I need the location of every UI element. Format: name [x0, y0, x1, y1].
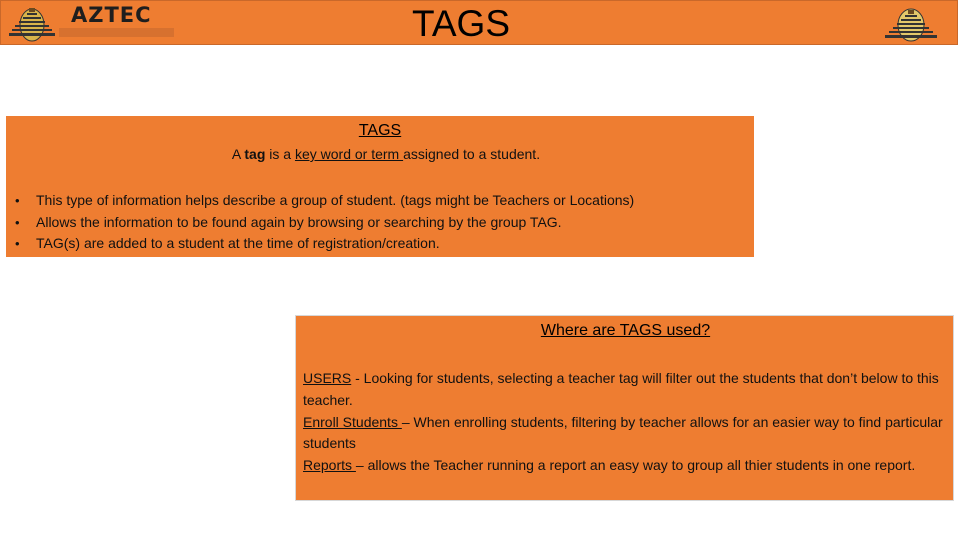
tag-definition-box — [6, 116, 754, 257]
bullet-icon: • — [15, 236, 20, 251]
usage-term-enroll: Enroll Students — [303, 413, 402, 430]
aztec-pyramid-logo-icon — [885, 6, 937, 44]
definition-bold-term: tag — [244, 146, 266, 162]
page-title: TAGS — [412, 3, 510, 44]
usage-term-reports: Reports — [303, 457, 356, 474]
list-item — [15, 212, 634, 234]
definition-suffix: assigned to a student. — [403, 146, 541, 162]
tag-bullet-list — [15, 190, 634, 255]
list-item — [15, 190, 634, 212]
bullet-text: This type of information helps describe a group of student. (tags might be Teachers or Locations) — [36, 192, 635, 208]
tag-usage-box — [295, 315, 954, 501]
usage-body — [303, 368, 953, 477]
usage-desc-users: - Looking for students, selecting a teacher tag will filter out the students that don’t below to this teacher. — [303, 370, 939, 408]
usage-desc-enroll: – When enrolling students, filtering by teacher allows for an easier way to find particular students — [303, 413, 943, 452]
brand-name: AZTEC — [71, 3, 152, 27]
bullet-icon: • — [15, 214, 20, 230]
usage-term-users: USERS — [303, 370, 352, 386]
definition-text — [6, 146, 766, 162]
definition-underlined-phrase: key word or term — [294, 146, 404, 162]
header-bar — [0, 0, 958, 45]
bullet-icon: • — [15, 193, 20, 208]
usage-desc-reports: – allows the Teacher running a report an easy way to group all thier students in one report. — [355, 457, 916, 474]
definition-middle: is a — [265, 146, 295, 162]
bullet-text: Allows the information to be found again by browsing or searching by the group TAG. — [36, 213, 562, 230]
definition-prefix: A — [231, 146, 245, 162]
definition-title: TAGS — [358, 122, 402, 139]
bullet-text: TAG(s) are added to a student at the time of registration/creation. — [36, 235, 440, 251]
usage-title: Where are TAGS used? — [540, 322, 711, 339]
list-item — [15, 233, 634, 255]
